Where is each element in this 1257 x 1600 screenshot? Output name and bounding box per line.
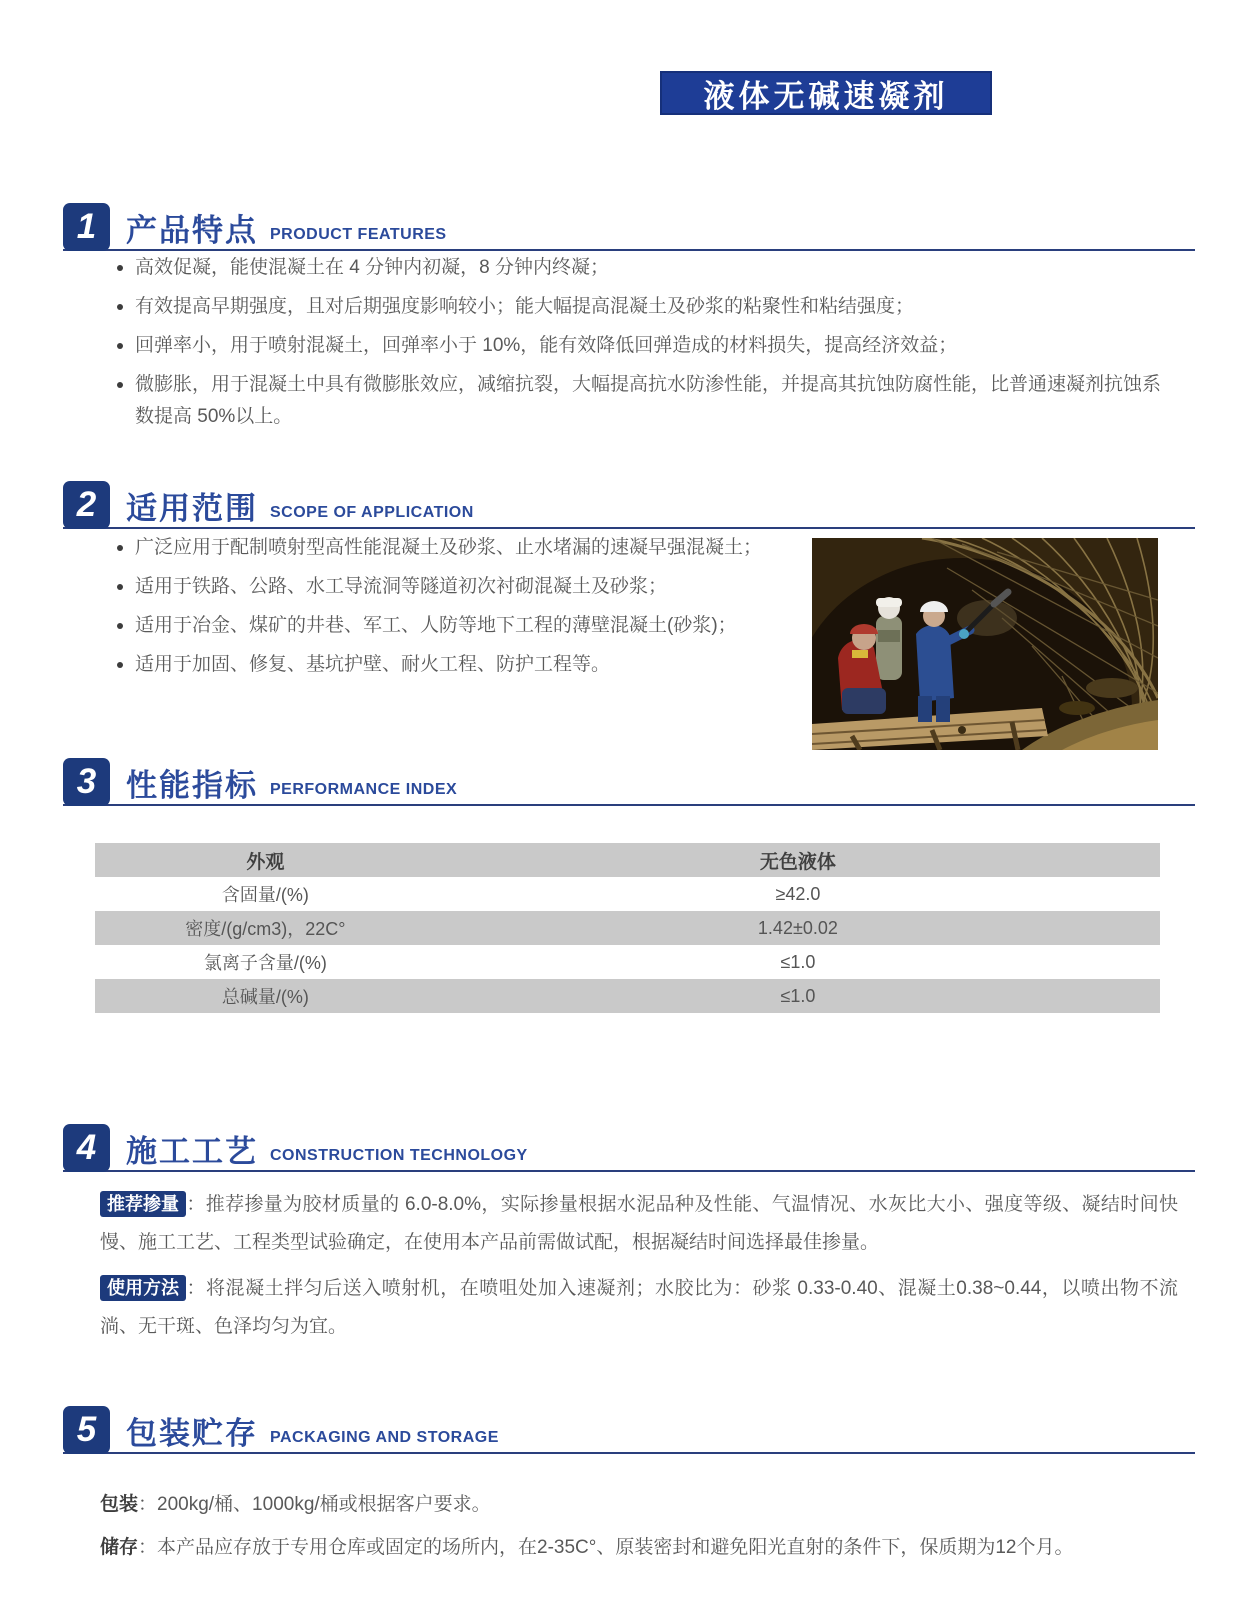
list-item <box>115 369 1177 433</box>
usage-paragraph <box>100 1270 1178 1346</box>
product-features-list <box>115 252 1177 440</box>
section-header <box>63 752 1195 806</box>
section-title-en: PRODUCT FEATURES <box>270 226 447 243</box>
list-item <box>115 649 805 681</box>
bullet-dot-icon <box>117 584 123 590</box>
section-title-en: PACKAGING AND STORAGE <box>270 1429 499 1446</box>
list-item-text: 适用于冶金、煤矿的井巷、军工、人防等地下工程的薄壁混凝土(砂浆)； <box>135 615 737 636</box>
list-item-text: 适用于铁路、公路、水工导流洞等隧道初次衬砌混凝土及砂浆； <box>135 576 668 597</box>
section-title-zh: 产品特点 <box>126 213 258 248</box>
bullet-dot-icon <box>117 545 123 551</box>
packaging-line <box>100 1490 1178 1520</box>
bullet-dot-icon <box>117 343 123 349</box>
tunnel-construction-photo <box>812 538 1158 750</box>
section-title-en: SCOPE OF APPLICATION <box>270 504 474 521</box>
table-cell-label: 含固量/(%) <box>221 885 309 905</box>
section-construction-technology <box>63 1118 1195 1172</box>
packaging-text: ：200kg/桶、1000kg/桶或根据客户要求。 <box>138 1494 491 1515</box>
section-number-badge: 4 <box>63 1124 110 1172</box>
section-number-badge: 5 <box>63 1406 110 1454</box>
bullet-dot-icon <box>117 662 123 668</box>
dosage-paragraph <box>100 1186 1178 1262</box>
section-packaging-storage <box>63 1400 1195 1454</box>
section-title-zh: 施工工艺 <box>126 1134 258 1169</box>
bullet-dot-icon <box>117 265 123 271</box>
table-row <box>95 843 1160 877</box>
table-cell-value: 无色液体 <box>436 843 1160 877</box>
table-cell-value: ≤1.0 <box>436 979 1160 1013</box>
table-cell-value: 1.42±0.02 <box>436 911 1160 945</box>
usage-text: ：将混凝土拌匀后送入喷射机，在喷咀处加入速凝剂；水胶比为：砂浆 0.33-0.40、混凝土0.38~0.44，以喷出物不流淌、无干斑、色泽均匀为宜。 <box>100 1278 1178 1337</box>
storage-text: ：本产品应存放于专用仓库或固定的场所内，在2-35C°、原装密封和避免阳光直射的条件下，保质期为12个月。 <box>138 1537 1074 1558</box>
table-cell-label: 氯离子含量/(%) <box>203 953 327 973</box>
table-cell-value: ≥42.0 <box>775 883 821 904</box>
table-row <box>95 945 1160 979</box>
section-title-zh: 包装贮存 <box>126 1416 258 1451</box>
construction-technology-text <box>100 1186 1178 1354</box>
page-title: 液体无碱速凝剂 <box>660 71 992 115</box>
dosage-badge: 推荐掺量 <box>100 1191 186 1217</box>
list-item <box>115 291 1177 323</box>
section-title-en: PERFORMANCE INDEX <box>270 781 458 798</box>
section-title-zh: 性能指标 <box>126 768 258 803</box>
storage-line <box>100 1533 1178 1563</box>
section-number-badge: 3 <box>63 758 110 806</box>
section-number-badge: 2 <box>63 481 110 529</box>
table-cell-value: ≤1.0 <box>780 951 816 972</box>
list-item-text: 高效促凝，能使混凝土在 4 分钟内初凝，8 分钟内终凝； <box>135 257 609 278</box>
section-header <box>63 1118 1195 1172</box>
section-scope-of-application <box>63 475 1195 529</box>
bullet-dot-icon <box>117 623 123 629</box>
packaging-label: 包装 <box>100 1494 139 1515</box>
section-header <box>63 197 1195 251</box>
section-title-en: CONSTRUCTION TECHNOLOGY <box>270 1147 528 1164</box>
table-cell-label: 总碱量/(%) <box>95 979 436 1013</box>
list-item <box>115 571 805 603</box>
performance-index-table <box>95 843 1160 1013</box>
list-item-text: 微膨胀，用于混凝土中具有微膨胀效应，减缩抗裂，大幅提高抗水防渗性能，并提高其抗蚀防腐性能，比普通速凝剂抗蚀系数提高 50%以上。 <box>135 374 1162 427</box>
usage-badge: 使用方法 <box>100 1275 186 1301</box>
section-title-zh: 适用范围 <box>126 491 258 526</box>
section-header <box>63 475 1195 529</box>
table-row <box>95 979 1160 1013</box>
section-number-badge: 1 <box>63 203 110 251</box>
dosage-text: ：推荐掺量为胶材质量的 6.0-8.0%，实际掺量根据水泥品种及性能、气温情况、水灰比大小、强度等级、凝结时间快慢、施工工艺、工程类型试验确定，在使用本产品前需做试配，根据凝结时间选择最佳掺量。 <box>100 1194 1178 1253</box>
table-row <box>95 911 1160 945</box>
tunnel-photo-graphic <box>812 538 1158 750</box>
section-header <box>63 1400 1195 1454</box>
scope-list <box>115 532 805 688</box>
table-cell-label: 密度/(g/cm3)，22C° <box>95 911 436 945</box>
list-item <box>115 610 805 642</box>
list-item-text: 回弹率小，用于喷射混凝土，回弹率小于 10%，能有效降低回弹造成的材料损失，提高经济效益； <box>135 335 958 356</box>
list-item-text: 广泛应用于配制喷射型高性能混凝土及砂浆、止水堵漏的速凝早强混凝土； <box>135 537 763 558</box>
bullet-dot-icon <box>117 382 123 388</box>
list-item <box>115 252 1177 284</box>
list-item <box>115 330 1177 362</box>
list-item <box>115 532 805 564</box>
section-product-features <box>63 197 1195 251</box>
table-cell-label: 外观 <box>95 843 436 877</box>
section-performance-index <box>63 752 1195 806</box>
table-row <box>95 877 1160 911</box>
storage-label: 储存 <box>100 1537 139 1558</box>
packaging-storage-text <box>100 1490 1178 1576</box>
list-item-text: 适用于加固、修复、基坑护壁、耐火工程、防护工程等。 <box>135 654 611 675</box>
bullet-dot-icon <box>117 304 123 310</box>
list-item-text: 有效提高早期强度，且对后期强度影响较小；能大幅提高混凝土及砂浆的粘聚性和粘结强度； <box>135 296 915 317</box>
